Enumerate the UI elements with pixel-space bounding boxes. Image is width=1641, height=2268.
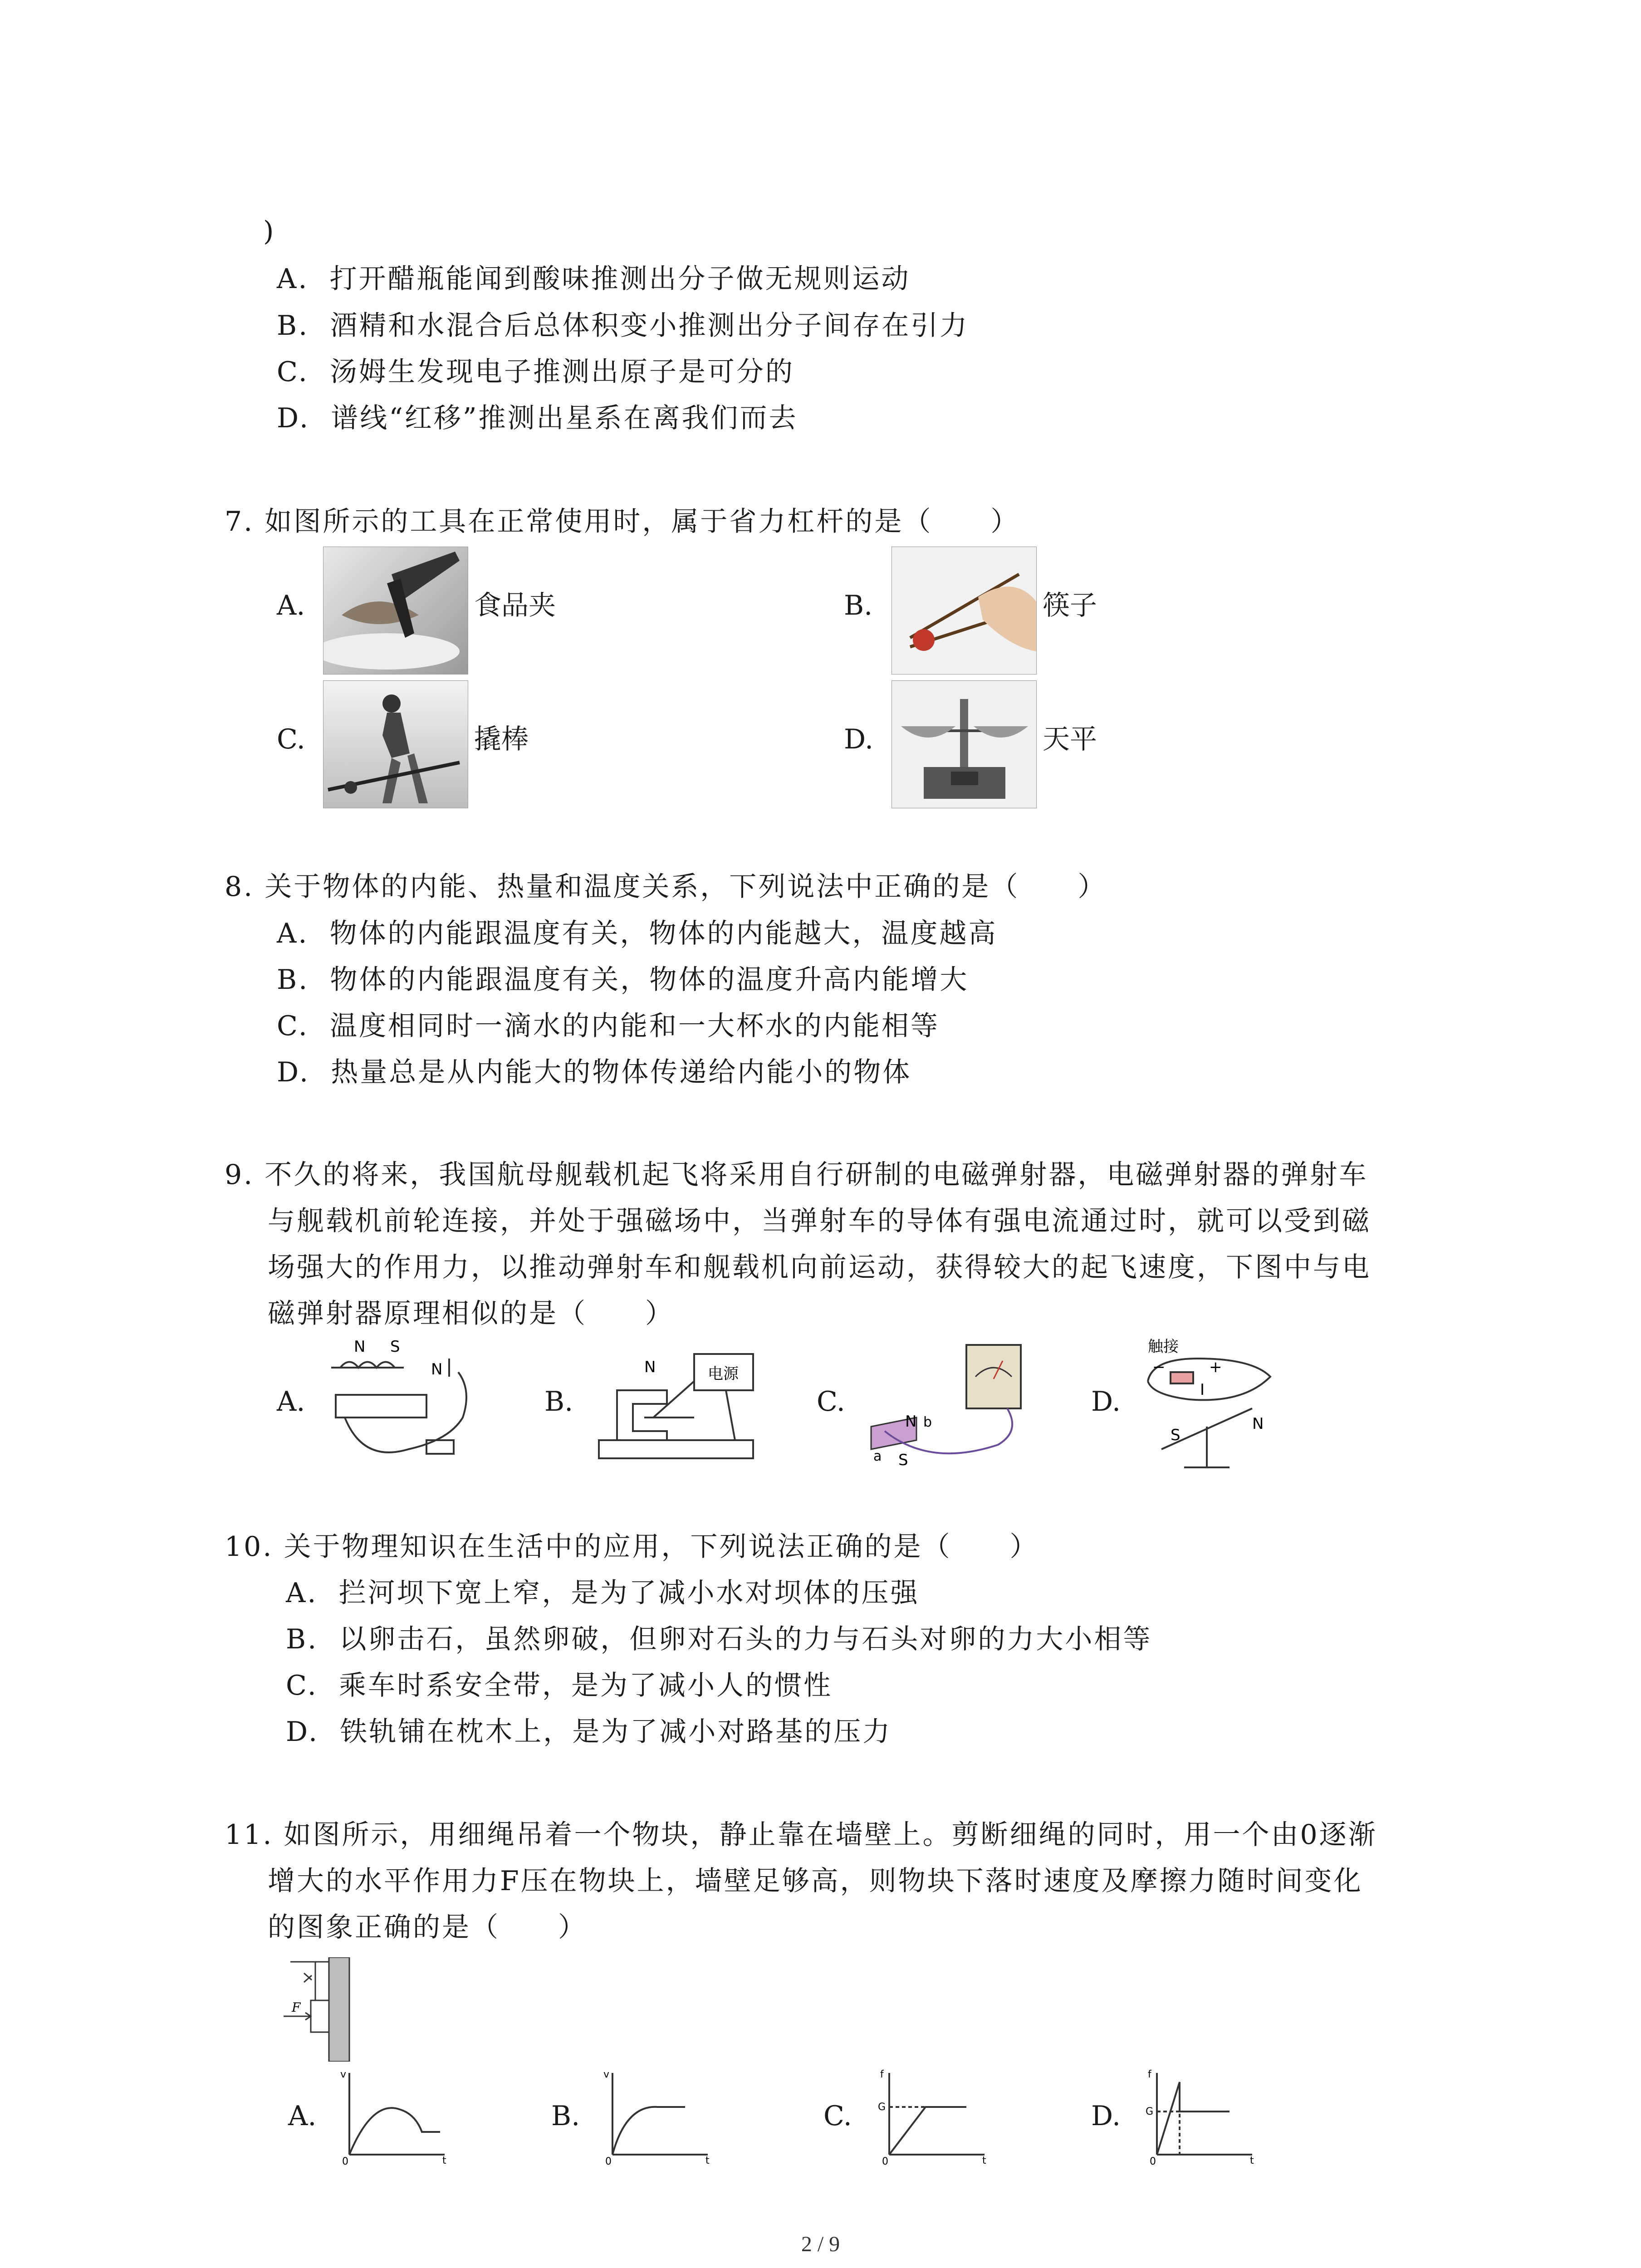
q11-graph-d: [1139, 2064, 1257, 2168]
q8-option-d: [277, 1054, 911, 1090]
option-text: 物体的内能跟温度有关，物体的内能越大，温度越高: [329, 918, 998, 949]
fig-label: 触接: [1148, 1338, 1179, 1356]
axis-label: 0: [882, 2156, 888, 2167]
q11-option-c-letter: C.: [823, 2100, 852, 2132]
q10-option-d: [286, 1714, 892, 1750]
axis-label: v: [340, 2069, 347, 2080]
q9-option-d-letter: D.: [1091, 1386, 1121, 1418]
axis-label: t: [705, 2155, 710, 2166]
option-letter: C.: [277, 356, 309, 388]
q8-option-c: [277, 1008, 940, 1044]
q7-stem: 7. 如图所示的工具在正常使用时，属于省力杠杆的是（ ）: [225, 506, 1020, 538]
q8-option-b: [277, 962, 969, 998]
fig-label: N: [354, 1338, 366, 1356]
option-text: 热量总是从内能大的物体传递给内能小的物体: [331, 1056, 912, 1088]
fig-label: I: [1200, 1381, 1205, 1399]
q11-graph-b: [599, 2064, 717, 2168]
q11-option-b-letter: B.: [551, 2100, 580, 2132]
fig-label: b: [923, 1414, 932, 1430]
q6-option-c: [277, 354, 794, 390]
fig-label: N: [905, 1413, 917, 1431]
q9-option-c-letter: C.: [817, 1386, 845, 1418]
scissors-icon: [304, 1973, 312, 1982]
fig-label: +: [1209, 1358, 1222, 1376]
option-text: 打开醋瓶能闻到酸味推测出分子做无规则运动: [329, 263, 911, 295]
q9-stem-line2: 与舰载机前轮连接，并处于强磁场中，当弹射车的导体有强电流通过时，就可以受到磁: [268, 1205, 1371, 1237]
axis-label: G: [878, 2102, 886, 2113]
apparatus-base: [336, 1395, 426, 1418]
option-letter: B.: [286, 1623, 318, 1655]
q6-option-a: [277, 261, 911, 297]
fig-label: 电源: [708, 1365, 739, 1383]
block-icon: [311, 2000, 329, 2032]
q9-figure-a: [318, 1336, 481, 1472]
fig-label: a: [873, 1448, 882, 1464]
q10-option-a: [286, 1575, 920, 1611]
q10-option-b: [286, 1621, 1152, 1657]
option-letter: D.: [277, 1056, 310, 1088]
option-letter: A.: [277, 263, 309, 295]
option-text: 以卵击石，虽然卵破，但卵对石头的力与石头对卵的力大小相等: [339, 1623, 1152, 1655]
q10-option-c: [286, 1667, 833, 1704]
axis-label: 0: [1150, 2156, 1156, 2167]
q9-figure-b: [590, 1336, 771, 1472]
q7-option-a-caption: 食品夹: [474, 590, 556, 621]
chopsticks-icon: [892, 547, 1036, 674]
option-letter: C.: [286, 1670, 318, 1701]
q7-option-b-letter: B.: [844, 590, 873, 621]
page-number: 2 / 9: [801, 2232, 840, 2256]
q11-wall-block-figure: [279, 1957, 352, 2062]
q7-option-b-caption: 筷子: [1043, 590, 1097, 621]
magnet-icon: [617, 1390, 667, 1440]
q8-option-a: [277, 915, 998, 952]
axis-label: t: [442, 2155, 446, 2166]
chopsticks-photo: [892, 547, 1037, 675]
food-tongs-icon: [323, 547, 468, 674]
option-letter: A.: [286, 1577, 318, 1609]
option-letter: B.: [277, 310, 309, 342]
crowbar-icon: [323, 681, 468, 808]
q11-stem-line3: 的图象正确的是（ ）: [268, 1911, 587, 1943]
q9-stem-line1: 9. 不久的将来，我国航母舰载机起飞将采用自行研制的电磁弹射器，电磁弹射器的弹射车: [225, 1159, 1368, 1191]
axis-label: v: [603, 2069, 610, 2080]
q11-graph-a: [336, 2064, 454, 2168]
q9-stem-line3: 场强大的作用力，以推动弹射车和舰载机向前运动，获得较大的起飞速度，下图中与电: [268, 1251, 1371, 1283]
option-text: 酒精和水混合后总体积变小推测出分子间存在引力: [330, 310, 969, 342]
option-letter: C.: [277, 1010, 309, 1042]
axis-label: t: [982, 2155, 986, 2166]
force-label: F: [292, 2000, 301, 2015]
axis-label: t: [1250, 2155, 1254, 2166]
crowbar-photo: [323, 680, 468, 808]
q6-option-d: [277, 400, 798, 436]
q9-stem-line4: 磁弹射器原理相似的是（ ）: [268, 1298, 674, 1330]
fig-label: S: [390, 1338, 400, 1356]
option-text: 乘车时系安全带，是为了减小人的惯性: [339, 1670, 833, 1701]
q9-figure-d: [1134, 1336, 1307, 1472]
q7-option-c-letter: C.: [277, 723, 305, 755]
q7-option-a-letter: A.: [277, 590, 305, 621]
q7-option-d-letter: D.: [844, 723, 874, 755]
q7-option-c-caption: 撬棒: [474, 723, 529, 755]
balance-photo: [892, 680, 1037, 808]
q11-option-d-letter: D.: [1091, 2100, 1121, 2132]
option-text: 拦河坝下宽上窄，是为了减小水对坝体的压强: [338, 1577, 920, 1609]
battery-icon: [1171, 1372, 1193, 1383]
fig-label: S: [898, 1451, 908, 1469]
axis-label: 0: [342, 2156, 348, 2167]
q8-stem: 8. 关于物体的内能、热量和温度关系，下列说法中正确的是（ ）: [225, 871, 1107, 903]
fig-label: N: [431, 1360, 443, 1378]
option-letter: A.: [277, 918, 309, 949]
axis-label: G: [1146, 2106, 1154, 2117]
axis-label: f: [1148, 2069, 1151, 2080]
axis-label: 0: [605, 2156, 612, 2167]
apparatus-base: [599, 1440, 753, 1458]
option-text: 谱线“红移”推测出星系在离我们而去: [331, 402, 798, 434]
q9-option-a-letter: A.: [277, 1386, 305, 1418]
option-text: 温度相同时一滴水的内能和一大杯水的内能相等: [330, 1010, 940, 1042]
axis-label: f: [880, 2069, 884, 2080]
fig-label: N: [1252, 1415, 1264, 1433]
fig-label: −: [1152, 1358, 1166, 1376]
q9-option-b-letter: B.: [544, 1386, 573, 1418]
option-text: 汤姆生发现电子推测出原子是可分的: [330, 356, 794, 388]
q10-stem: 10. 关于物理知识在生活中的应用，下列说法正确的是（ ）: [225, 1531, 1039, 1563]
q6-option-b: [277, 308, 969, 344]
q6-paren-close: ): [263, 215, 276, 247]
q7-option-d-caption: 天平: [1043, 723, 1097, 755]
option-letter: D.: [277, 402, 310, 434]
q11-stem-line1: 11. 如图所示，用细绳吊着一个物块，静止靠在墙壁上。剪断细绳的同时，用一个由0逐渐: [225, 1819, 1377, 1851]
balance-scale-icon: [892, 681, 1036, 808]
option-text: 物体的内能跟温度有关，物体的温度升高内能增大: [330, 964, 969, 996]
q11-stem-line2: 增大的水平作用力F压在物块上，墙壁足够高，则物块下落时速度及摩擦力随时间变化: [268, 1865, 1363, 1897]
q11-option-a-letter: A.: [288, 2100, 317, 2132]
option-text: 铁轨铺在枕木上，是为了减小对路基的压力: [340, 1716, 892, 1748]
option-letter: B.: [277, 964, 309, 996]
food-tongs-photo: [323, 547, 468, 675]
q11-graph-c: [871, 2064, 989, 2168]
wall-icon: [329, 1957, 349, 2062]
fig-label: S: [1171, 1426, 1181, 1444]
meter-icon: [966, 1345, 1021, 1408]
fig-label: N: [644, 1358, 656, 1376]
q9-figure-c: [862, 1336, 1043, 1472]
option-letter: D.: [286, 1716, 319, 1748]
